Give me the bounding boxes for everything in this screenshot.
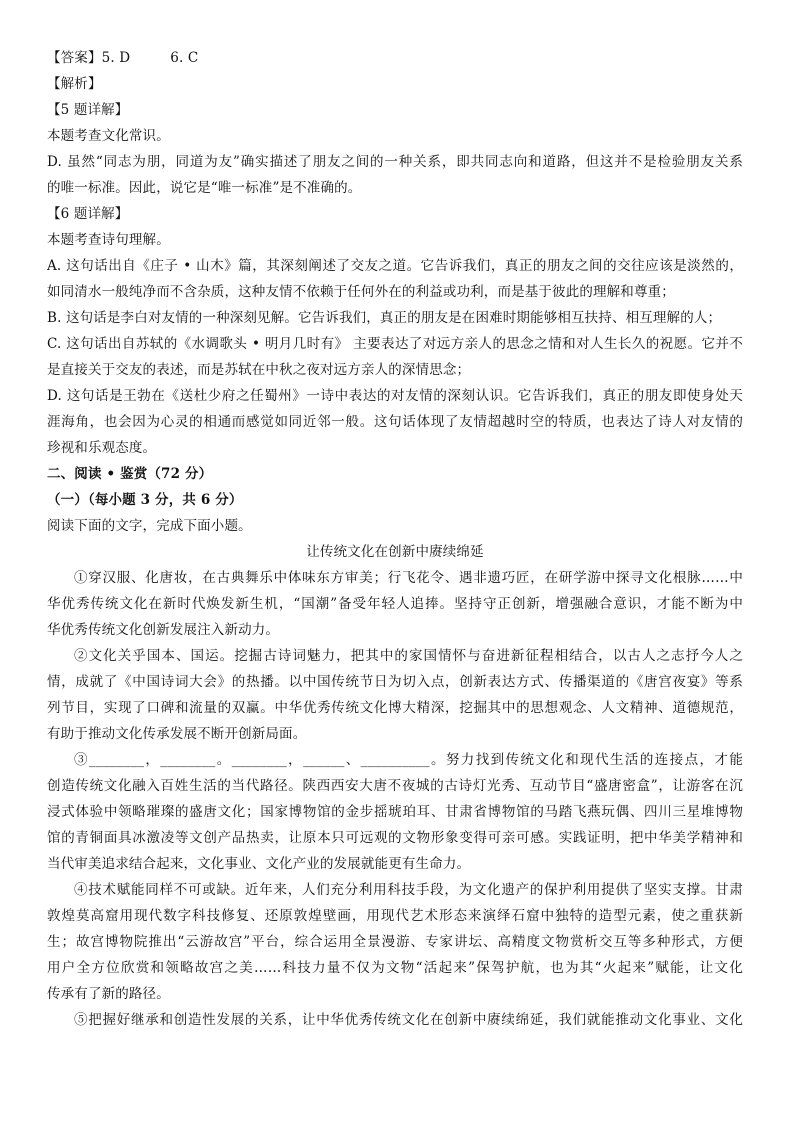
q6-body-line: 是直接关于交友的表述，而是苏轼在中秋之夜对远方亲人的深情思念； [47, 362, 471, 378]
q5-body-line: D. 虽然“同志为朋，同道为友”确实描述了朋友之间的一种关系，即共同志向和道路，但这并不是检验朋友关系 [47, 154, 743, 170]
answer-line [47, 45, 743, 71]
q6-header: 【6 题详解】 [47, 206, 129, 222]
article-line: 浸式体验中领略璀璨的盛唐文化；国家博物馆的金步摇琥珀耳、甘肃省博物馆的马踏飞燕玩偶、四川三星堆博物 [47, 804, 743, 820]
article-line: ③________，________。________，______、__________。努力找到传统文化和现代生活的连接点，才能 [74, 752, 743, 768]
article-title: 让传统文化在创新中赓续绵延 [306, 544, 484, 560]
article-line: 用户全方位欣赏和领略故宫之美……科技力量不仅为文物“活起来”保驾护航，也为其“火起来”赋能，让文化 [47, 960, 743, 976]
answer-6: 6. C [170, 50, 199, 66]
document-page [47, 45, 743, 1033]
q5-body-line: 的唯一标准。因此，说它是“唯一标准”是不准确的。 [47, 180, 362, 196]
article-line: ②文化关乎国本、国运。挖掘古诗词魅力，把其中的家国情怀与奋进新征程相结合，以古人之志抒今人之 [74, 648, 743, 664]
q5-header: 【5 题详解】 [47, 102, 129, 118]
instruction: 阅读下面的文字，完成下面小题。 [47, 518, 252, 534]
q6-body-line: B. 这句话是李白对友情的一种深刻见解。它告诉我们，真正的朋友是在困难时期能够相互扶持、相互理解的人； [47, 310, 722, 326]
answer-5: 5. D [101, 50, 131, 66]
q5-intro: 本题考查文化常识。 [47, 128, 170, 144]
q6-body-line: 涯海角，也会因为心灵的相通而感觉如同近邻一般。这句话体现了友情超越时空的特质，也表达了诗人对友情的 [47, 414, 743, 430]
article-line: 创造传统文化融入百姓生活的当代路径。陕西西安大唐不夜城的古诗灯光秀、互动节目“盛唐密盒”，让游客在沉 [47, 778, 743, 794]
article-line: 敦煌莫高窟用现代数字科技修复、还原敦煌壁画，用现代艺术形态来演绎石窟中独特的造型元素，使之重获新 [47, 908, 743, 924]
article-line: ⑤把握好继承和创造性发展的关系，让中华优秀传统文化在创新中赓续绵延，我们就能推动文化事业、文化 [74, 1012, 743, 1028]
q6-body-line: 如同清水一般纯净而不含杂质，这种友情不依赖于任何外在的利益或功利，而是基于彼此的理解和尊重； [47, 284, 675, 300]
answer-label: 【答案】 [47, 50, 102, 66]
analysis-label: 【解析】 [47, 76, 102, 92]
article-line: 列节目，实现了口碑和流量的双赢。中华优秀传统文化博大精深，挖掘其中的思想观念、人文精神、道德规范， [47, 700, 743, 716]
article-line: 传承有了新的路径。 [47, 986, 170, 1002]
q6-body-line: C. 这句话出自苏轼的《水调歌头 • 明月几时有》 主要表达了对远方亲人的思念之情和对人生长久的祝愿。它并不 [47, 336, 743, 352]
section-subtitle: （一）（每小题 3 分，共 6 分） [47, 492, 243, 508]
article-line: 情，成就了《中国诗词大会》的热播。以中国传统节日为切入点，创新表达方式、传播渠道的《唐宫夜宴》等系 [47, 674, 743, 690]
section-title: 二、阅读 • 鉴赏（72 分） [47, 466, 213, 482]
article-line: 当代审美追求结合起来，文化事业、文化产业的发展就能更有生命力。 [47, 856, 471, 872]
article-line: 华优秀传统文化创新发展注入新动力。 [47, 622, 280, 638]
q6-body-line: D. 这句话是王勃在《送杜少府之任蜀州》一诗中表达的对友情的深刻认识。它告诉我们，真正的朋友即使身处天 [47, 388, 743, 404]
article-line: ④技术赋能同样不可或缺。近年来，人们充分利用科技手段，为文化遗产的保护利用提供了坚实支撑。甘肃 [74, 882, 743, 898]
q6-body-line: 珍视和乐观态度。 [47, 440, 157, 456]
article-line: 馆的青铜面具冰激凌等文创产品热卖，让原本只可远观的文物形象变得可亲可感。实践证明，把中华美学精神和 [47, 830, 743, 846]
article-line: 有助于推动文化传承发展不断开创新局面。 [47, 726, 307, 742]
q6-body-line: A. 这句话出自《庄子 • 山木》篇，其深刻阐述了交友之道。它告诉我们，真正的朋友之间的交往应该是淡然的， [47, 258, 743, 274]
article-line: 生；故宫博物院推出“云游故宫”平台，综合运用全景漫游、专家讲坛、高精度文物赏析交互等多种形式，方便 [47, 934, 743, 950]
article-line: ①穿汉服、化唐妆，在古典舞乐中体味东方审美；行飞花令、遇非遗巧匠，在研学游中探寻文化根脉……中 [74, 570, 743, 586]
q6-intro: 本题考查诗句理解。 [47, 232, 170, 248]
article-line: 华优秀传统文化在新时代焕发新生机，“国潮”备受年轻人追捧。坚持守正创新，增强融合意识，才能不断为中 [47, 596, 743, 612]
